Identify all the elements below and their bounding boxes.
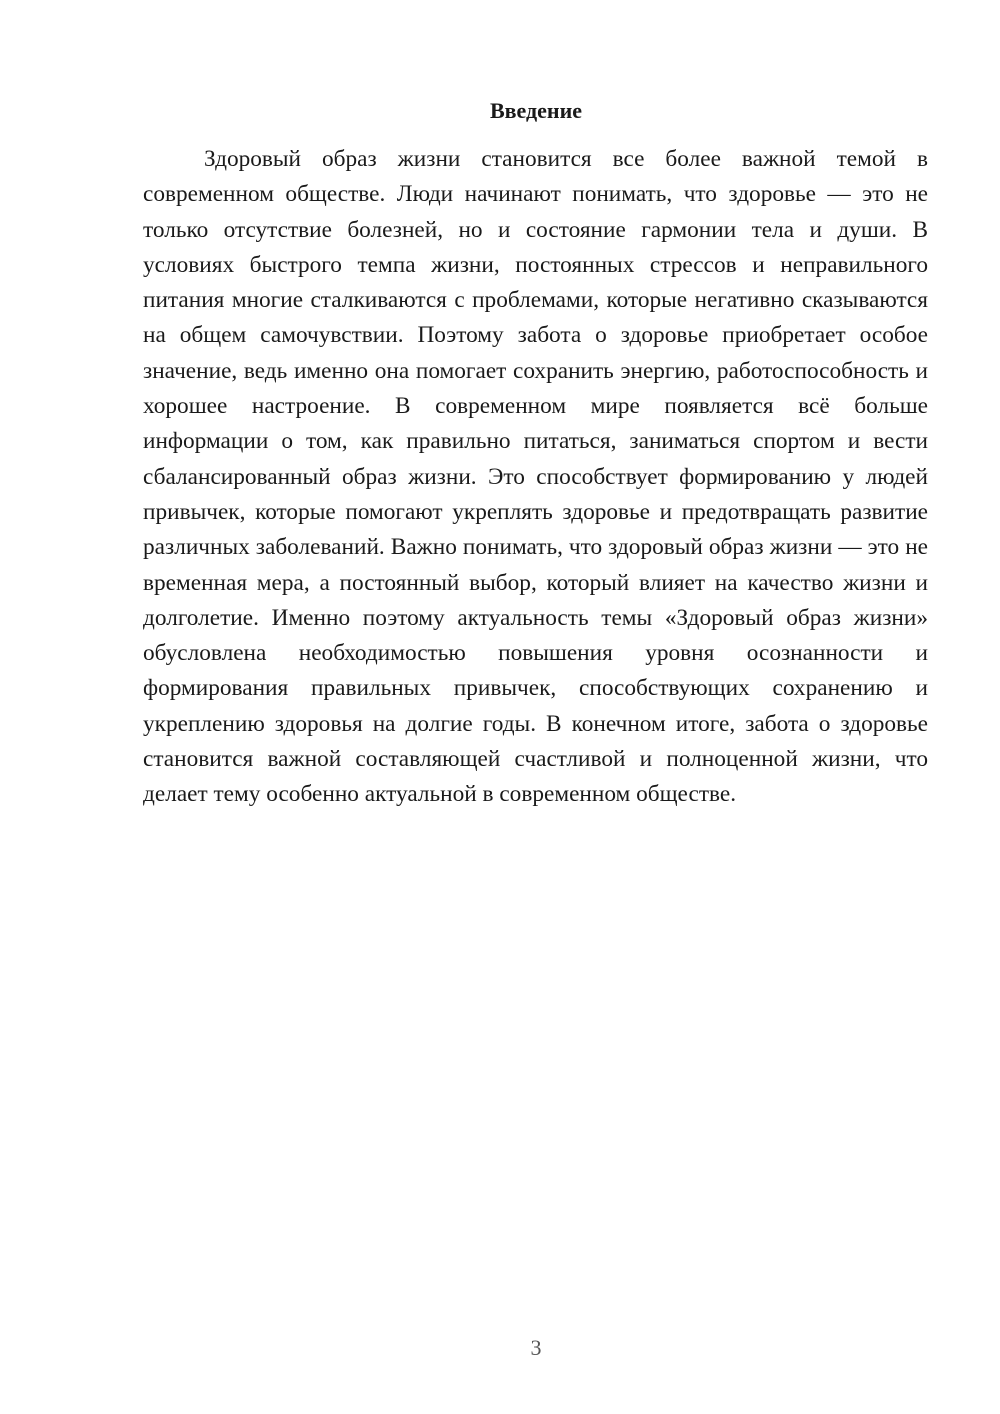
section-heading: Введение <box>489 98 583 123</box>
body-paragraph: Здоровый образ жизни становится все более важной темой в современном обществе. Люди начинают понимать, что здоровье — это не только отсутствие болезней, но и состояние гармонии тела и души. В условиях быстрого темпа жизни, постоянных стрессов и неправильного питания многие сталкиваются с проблемами, которые негативно сказываются на общем самочувствии. Поэтому забота о здоровье приобретает особое значение, ведь именно она помогает сохранить энергию, работоспособность и хорошее настроение. В современном мире появляется всё больше информации о том, как правильно питаться, заниматься спортом и вести сбалансированный образ жизни. Это способствует формированию у людей привычек, которые помогают укреплять здоровье и предотвращать развитие различных заболеваний. Важно понимать, что здоровый образ жизни — это не временная мера, а постоянный выбор, который влияет на качество жизни и долголетие. Именно поэтому актуальность темы «Здоровый образ жизни» обусловлена необходимостью повышения уровня осознанности и формирования правильных привычек, способствующих сохранению и укреплению здоровья на долгие годы. В конечном итоге, забота о здоровье становится важной составляющей счастливой и полноценной жизни, что делает тему особенно актуальной в современном обществе. <box>143 146 928 808</box>
page-number: 3 <box>530 1335 542 1360</box>
